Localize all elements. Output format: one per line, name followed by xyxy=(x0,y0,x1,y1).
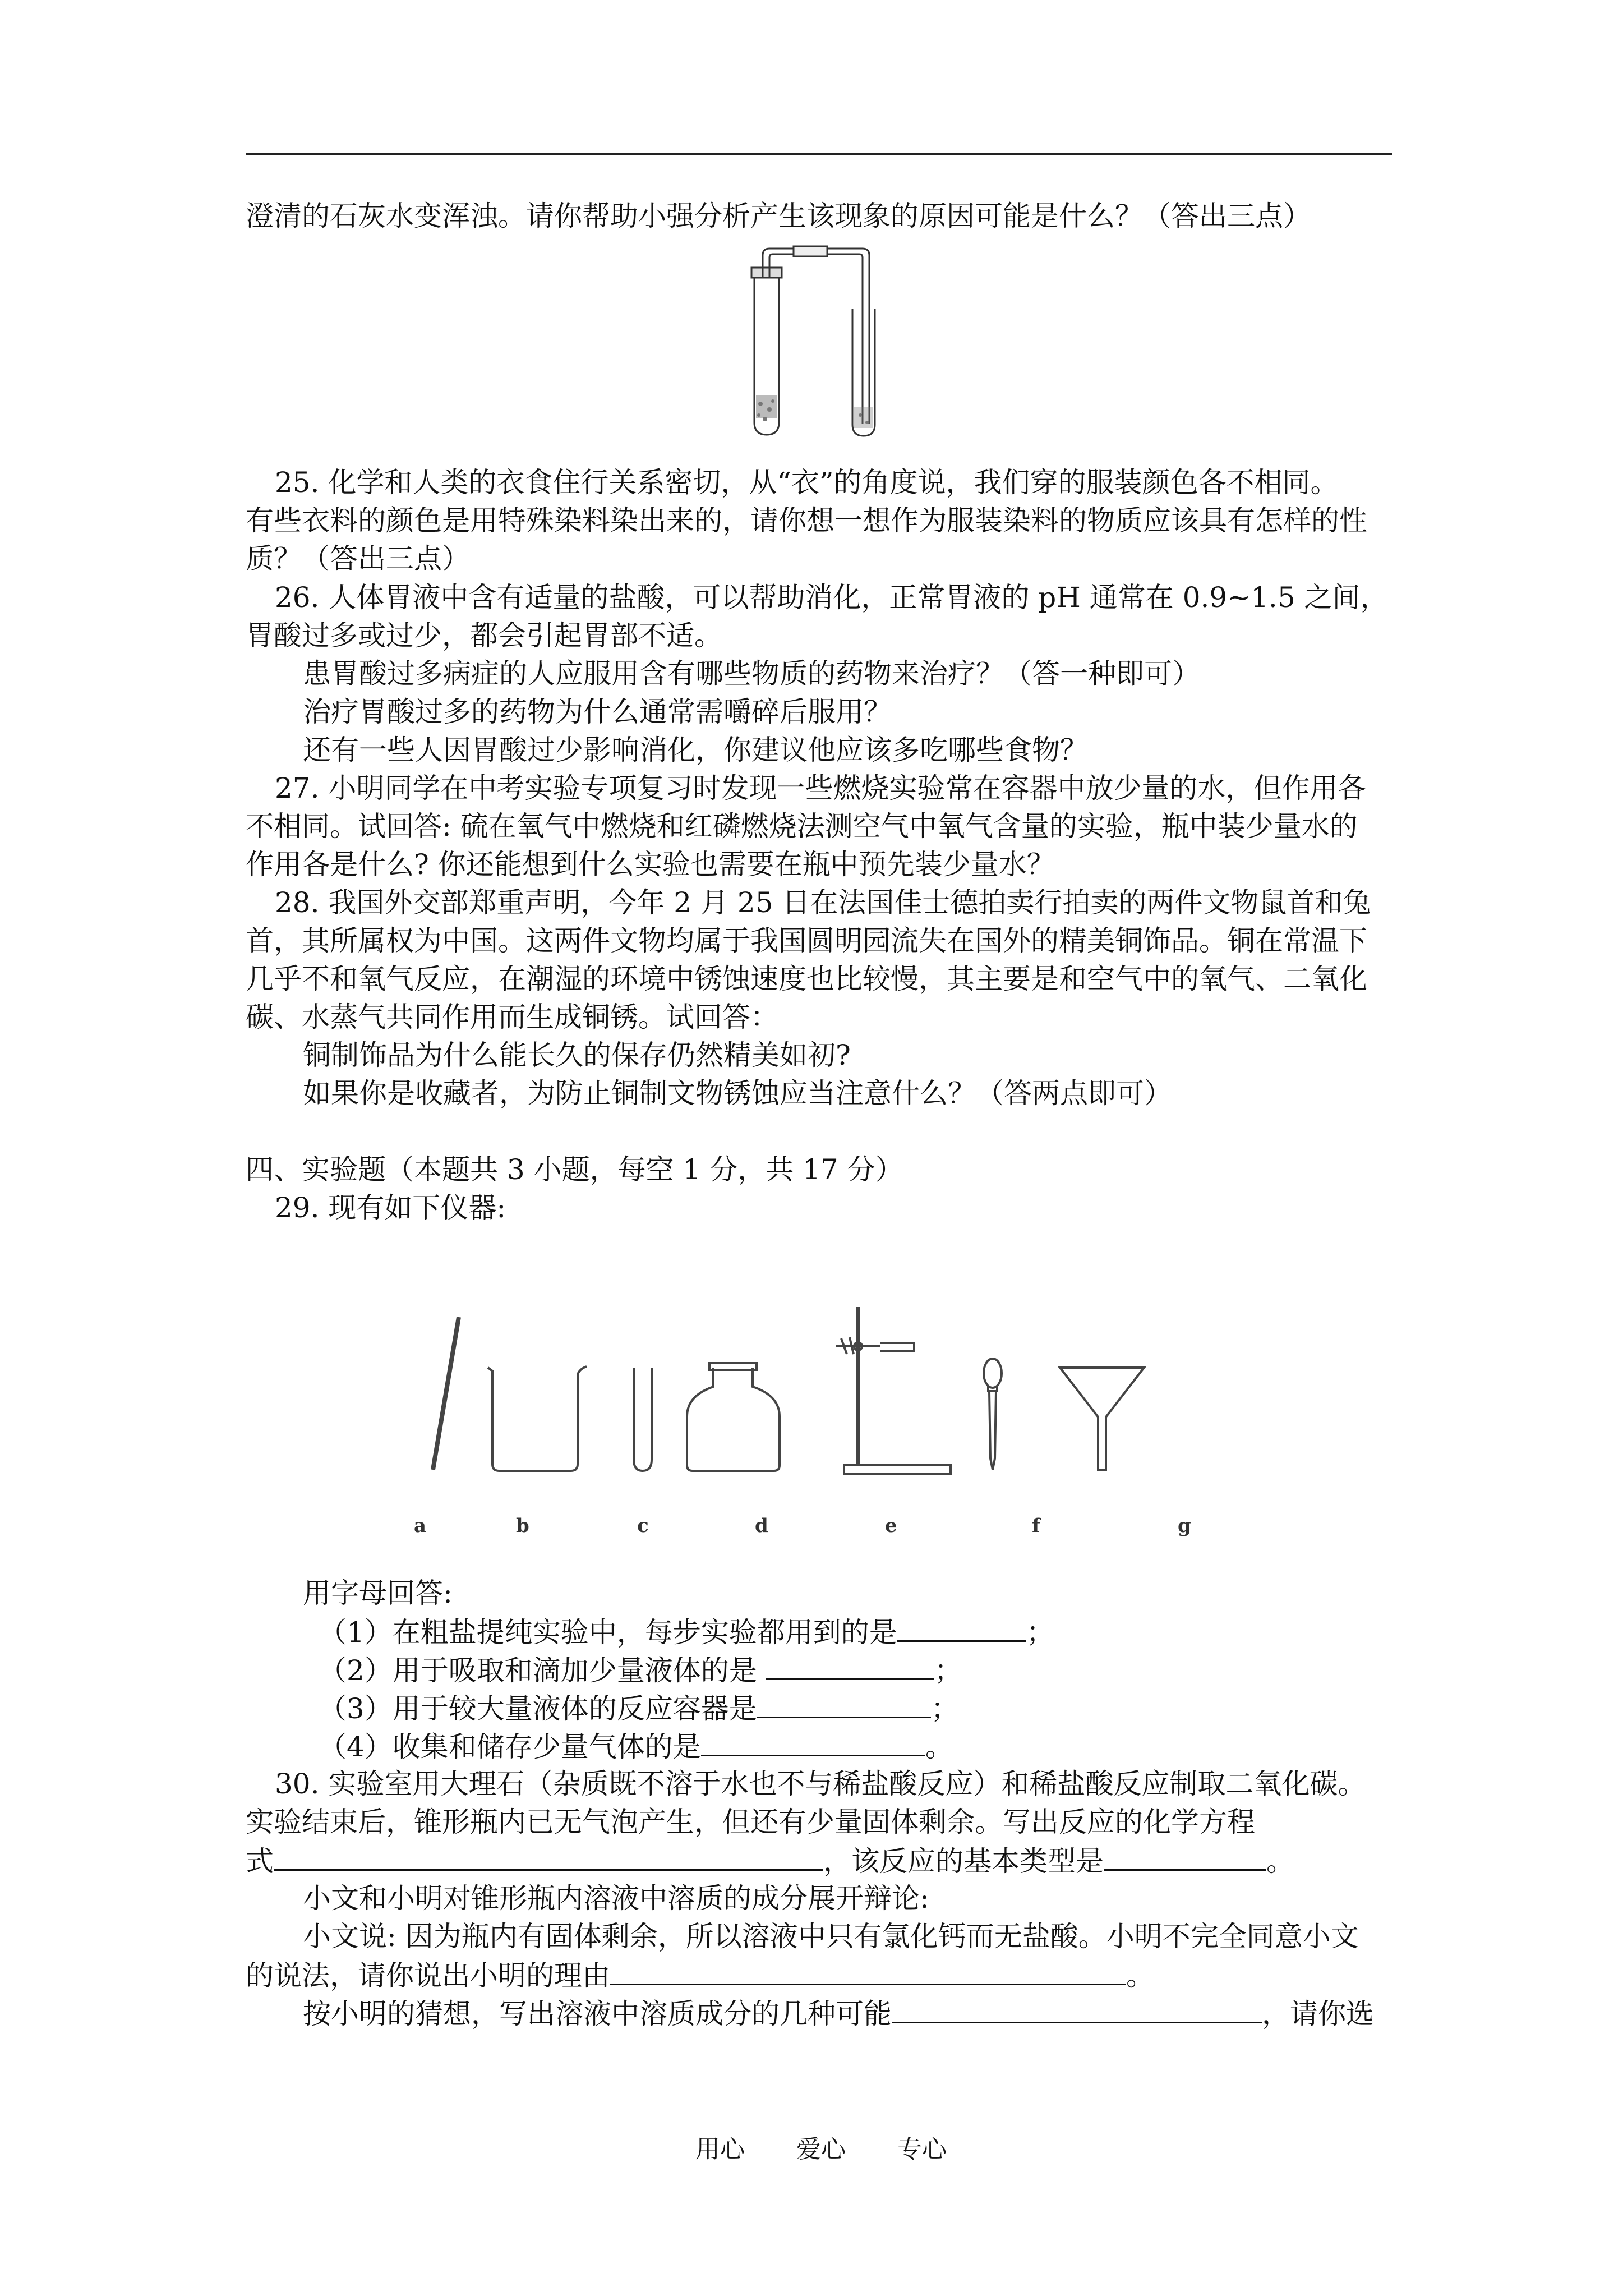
q28-line4: 碳、水蒸气共同作用而生成铜锈。试回答： xyxy=(246,1001,778,1033)
footer-text-2: 爱心 xyxy=(796,2135,846,2164)
q30-line6 xyxy=(246,1958,1154,1993)
q30-line6-end: 。 xyxy=(1126,1959,1154,1992)
q26-sub2: 治疗胃酸过多的药物为什么通常需嚼碎后服用？ xyxy=(303,696,892,728)
gas-test-apparatus-figure xyxy=(740,244,897,440)
q26-sub3: 还有一些人因胃酸过少影响消化，你建议他应该多吃哪些食物？ xyxy=(303,734,1088,766)
q30-reaction-type-blank[interactable] xyxy=(1104,1843,1266,1871)
glass-rod-icon xyxy=(433,1317,459,1470)
instrument-label-a: a xyxy=(414,1515,427,1537)
q29-part4-end: 。 xyxy=(925,1731,953,1763)
q29-part2-end: ； xyxy=(934,1654,962,1687)
q30-line3-end: 。 xyxy=(1266,1845,1294,1878)
q29-part3 xyxy=(319,1691,959,1726)
iron-stand-icon xyxy=(836,1307,951,1474)
q28-sub1: 铜制饰品为什么能长久的保存仍然精美如初? xyxy=(303,1039,851,1071)
q30-line7-end: ，请你选 xyxy=(1262,1998,1374,2030)
footer-text-1: 用心 xyxy=(695,2135,745,2164)
q29-answer-blank-1[interactable] xyxy=(897,1614,1026,1642)
test-tube-icon xyxy=(634,1368,652,1471)
q25-line1: 25. 化学和人类的衣食住行关系密切，从“衣”的角度说，我们穿的服装颜色各不相同。 xyxy=(275,466,1339,499)
q24-tail-text: 澄清的石灰水变浑浊。请你帮助小强分析产生该现象的原因可能是什么？（答出三点） xyxy=(246,200,1311,232)
beaker-icon xyxy=(488,1366,587,1471)
q30-line3 xyxy=(246,1843,1294,1878)
q29-part2 xyxy=(319,1653,962,1687)
q29-answer-blank-2[interactable] xyxy=(766,1653,934,1680)
q25-line2: 有些衣料的颜色是用特殊染料染出来的，请你想一想作为服装染料的物质应该具有怎样的性 xyxy=(246,504,1367,537)
q29-part1-text: （1）在粗盐提纯实验中，每步实验都用到的是 xyxy=(319,1616,897,1649)
q28-line3: 几乎不和氧气反应，在潮湿的环境中锈蚀速度也比较慢，其主要是和空气中的氧气、二氧化 xyxy=(246,963,1367,995)
q30-reason-blank[interactable] xyxy=(610,1958,1126,1985)
q30-equation-blank[interactable] xyxy=(274,1843,823,1871)
q30-line7 xyxy=(303,1996,1374,2031)
q30-line5: 小文说: 因为瓶内有固体剩余，所以溶液中只有氯化钙而无盐酸。小明不完全同意小文 xyxy=(303,1920,1359,1953)
q30-line1: 30. 实验室用大理石（杂质既不溶于水也不与稀盐酸反应）和稀盐酸反应制取二氧化碳。 xyxy=(275,1768,1366,1800)
instrument-label-d: d xyxy=(755,1515,768,1537)
funnel-icon xyxy=(1060,1368,1144,1470)
instrument-label-c: c xyxy=(637,1515,649,1537)
q28-line2: 首，其所属权为中国。这两件文物均属于我国圆明园流失在国外的精美铜饰品。铜在常温下 xyxy=(246,924,1367,957)
q29-part1 xyxy=(319,1614,1054,1649)
q29-answer-blank-3[interactable] xyxy=(757,1691,931,1718)
q29-prompt: 用字母回答: xyxy=(303,1577,453,1609)
q30-line3-mid: ，该反应的基本类型是 xyxy=(823,1845,1104,1878)
footer-text-3: 专心 xyxy=(897,2135,947,2164)
q28-line1: 28. 我国外交部郑重声明，今年 2 月 25 日在法国佳士德拍卖行拍卖的两件文物鼠首和兔 xyxy=(275,886,1371,919)
dropper-icon xyxy=(984,1359,1002,1470)
instrument-label-b: b xyxy=(516,1515,529,1537)
q30-line6-text: 的说法，请你说出小明的理由 xyxy=(246,1959,610,1992)
header-rule xyxy=(246,153,1392,155)
q29-part3-end: ； xyxy=(930,1692,959,1725)
instrument-label-f: f xyxy=(1032,1515,1040,1537)
q30-line2: 实验结束后，锥形瓶内已无气泡产生，但还有少量固体剩余。写出反应的化学方程 xyxy=(246,1806,1255,1838)
q27-line1: 27. 小明同学在中考实验专项复习时发现一些燃烧实验常在容器中放少量的水，但作用各 xyxy=(275,772,1366,804)
q29-part3-text: （3）用于较大量液体的反应容器是 xyxy=(319,1692,757,1725)
q29-answer-blank-4[interactable] xyxy=(701,1729,925,1756)
q26-line2: 胃酸过多或过少，都会引起胃部不适。 xyxy=(246,619,722,652)
gas-bottle-icon xyxy=(687,1368,780,1471)
q25-line3: 质？（答出三点） xyxy=(246,542,470,575)
instrument-label-e: e xyxy=(885,1515,897,1537)
q29-part4 xyxy=(319,1729,953,1764)
q26-line1: 26. 人体胃液中含有适量的盐酸，可以帮助消化，正常胃液的 pH 通常在 0.9~1.5 之间， xyxy=(275,581,1389,614)
q29-line1: 29. 现有如下仪器: xyxy=(275,1191,506,1224)
q27-line3: 作用各是什么? 你还能想到什么实验也需要在瓶中预先装少量水？ xyxy=(246,848,1055,881)
q29-part1-end: ； xyxy=(1026,1616,1054,1649)
q26-sub1: 患胃酸过多病症的人应服用含有哪些物质的药物来治疗？（答一种即可） xyxy=(303,657,1200,690)
section-4-heading: 四、实验题（本题共 3 小题，每空 1 分，共 17 分） xyxy=(246,1153,903,1186)
q30-line7-text: 按小明的猜想，写出溶液中溶质成分的几种可能 xyxy=(303,1998,892,2030)
q30-line3-start: 式 xyxy=(246,1845,274,1878)
q28-sub2: 如果你是收藏者，为防止铜制文物锈蚀应当注意什么？（答两点即可） xyxy=(303,1077,1172,1110)
q30-line4: 小文和小明对锥形瓶内溶液中溶质的成分展开辩论: xyxy=(303,1882,929,1915)
lab-instruments-figure xyxy=(393,1301,1223,1503)
instrument-label-g: g xyxy=(1178,1515,1191,1537)
q29-part4-text: （4）收集和储存少量气体的是 xyxy=(319,1731,701,1763)
q30-solute-blank[interactable] xyxy=(892,1996,1262,2023)
q27-line2: 不相同。试回答: 硫在氧气中燃烧和红磷燃烧法测空气中氧气含量的实验，瓶中装少量水的 xyxy=(246,810,1358,843)
q29-part2-text: （2）用于吸取和滴加少量液体的是 xyxy=(319,1654,757,1687)
